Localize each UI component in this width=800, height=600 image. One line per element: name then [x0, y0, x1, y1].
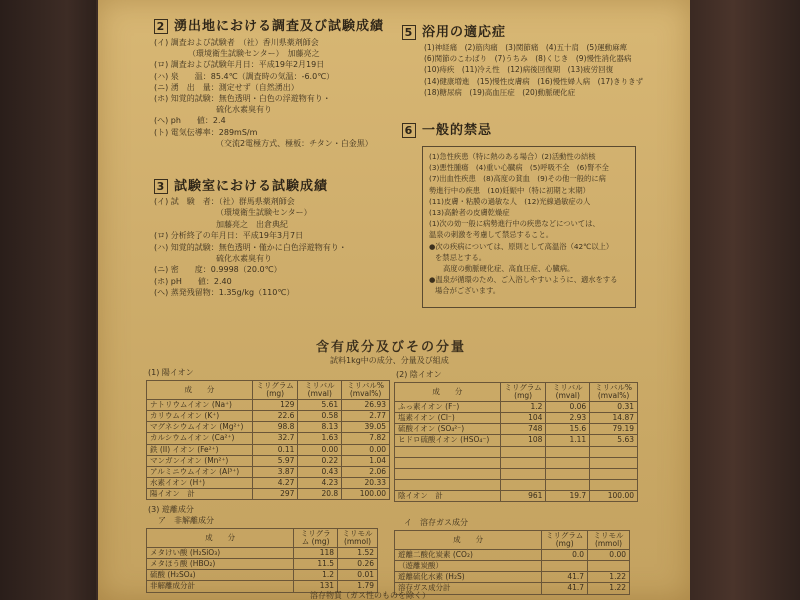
value-cell: 0.0	[542, 550, 588, 561]
undissociated-label: (3) 遊離成分	[148, 505, 194, 514]
anion-row	[395, 490, 638, 501]
section-2-line: (ヘ) ph 値：2.4	[154, 116, 226, 126]
value-cell	[500, 446, 546, 457]
component-name-cell: メタほう酸 (HBO₂)	[147, 559, 294, 570]
value-cell: 79.19	[590, 424, 638, 435]
value-cell: 39.05	[342, 422, 390, 433]
cation-row	[147, 411, 390, 422]
anion-row	[395, 424, 638, 435]
component-name-cell: マンガンイオン (Mn²⁺)	[147, 455, 253, 466]
cation-row	[147, 489, 390, 500]
value-cell: 0.00	[298, 444, 342, 455]
table-header-cell: ミリバル (mval)	[546, 383, 590, 402]
table-header-row	[395, 531, 630, 550]
table-header-cell: ミリバル% (mval%)	[342, 381, 390, 400]
contraindications-box	[422, 146, 636, 308]
value-cell: 2.06	[342, 466, 390, 477]
section-5-number: 5	[402, 25, 416, 40]
cation-row	[147, 433, 390, 444]
section-5-title: 浴用の適応症	[422, 25, 507, 40]
component-name-cell	[395, 446, 501, 457]
value-cell: 26.93	[342, 400, 390, 411]
anion-label: (2) 陰イオン	[396, 370, 442, 379]
anion-row	[395, 446, 638, 457]
value-cell: 15.6	[546, 424, 590, 435]
section-3-line: (イ) 試 験 者：（社）群馬県薬剤師会	[154, 197, 295, 206]
gas-row	[395, 561, 630, 572]
value-cell: 1.52	[338, 548, 378, 559]
table-header-row	[147, 381, 390, 400]
value-cell: 5.97	[252, 455, 298, 466]
table-header-row	[147, 529, 378, 548]
indication-line: (18)糖尿病 (19)高血圧症 (20)動脈硬化症	[424, 87, 576, 97]
value-cell: 3.87	[252, 466, 298, 477]
cation-table	[146, 380, 390, 500]
table-header-cell: ミリグラム (mg)	[294, 529, 338, 548]
section-2-title: 湧出地における調査及び試験成績	[174, 19, 385, 34]
section-3-line: (ホ) pH 値：2.40	[154, 276, 232, 286]
component-name-cell: 非解離成分計	[147, 581, 294, 592]
cation-row	[147, 400, 390, 411]
table-header-row	[395, 383, 638, 402]
anion-table	[394, 382, 638, 502]
value-cell: 0.22	[298, 455, 342, 466]
contraindication-line: 場合がございます。	[435, 286, 501, 296]
contraindication-line: ●温泉が循環のため、ご入浴しやすいように、適水をする	[429, 275, 618, 285]
section-2-line: （環境衛生試験センター） 加藤亮之	[188, 49, 320, 59]
component-name-cell: 陰イオン 計	[395, 490, 501, 501]
value-cell: 297	[252, 489, 298, 500]
contraindication-line: 高度の動脈硬化症、高血圧症、心臓病。	[443, 264, 575, 274]
value-cell	[588, 561, 630, 572]
value-cell: 5.63	[590, 435, 638, 446]
value-cell: 1.11	[546, 435, 590, 446]
value-cell: 0.31	[590, 402, 638, 413]
section-2-line: （交流2電極方式、極板：チタン・白金黒）	[216, 138, 373, 148]
section-3-line: (ハ) 知覚的試験：無色透明・僅かに白色浮遊物有り・	[154, 242, 347, 252]
anion-row	[395, 479, 638, 490]
cation-label: (1) 陽イオン	[148, 368, 194, 377]
value-cell: 2.77	[342, 411, 390, 422]
anion-row	[395, 402, 638, 413]
value-cell	[500, 457, 546, 468]
value-cell: 19.7	[546, 490, 590, 501]
section-6-number: 6	[402, 123, 416, 138]
anion-row	[395, 468, 638, 479]
value-cell: 0.01	[338, 570, 378, 581]
cation-row	[147, 466, 390, 477]
non-dissociated-row	[147, 548, 378, 559]
wall-right	[688, 0, 800, 600]
value-cell	[546, 468, 590, 479]
section-3-heading	[154, 178, 328, 196]
section-3-line: (ヘ) 蒸発残留物：1.35g/kg（110℃）	[154, 288, 295, 298]
component-name-cell: カルシウムイオン (Ca²⁺)	[147, 433, 253, 444]
component-name-cell: 溶存ガス成分計	[395, 583, 542, 594]
component-name-cell: 遊離二酸化炭素 (CO₂)	[395, 550, 542, 561]
value-cell	[546, 479, 590, 490]
value-cell: 129	[252, 400, 298, 411]
component-name-cell: 塩素イオン (Cl⁻)	[395, 413, 501, 424]
section-2-heading	[154, 18, 384, 36]
value-cell: 1.22	[588, 583, 630, 594]
value-cell	[500, 479, 546, 490]
section-2-line: (ホ) 知覚的試験：無色透明・白色の浮遊物有り・	[154, 94, 331, 103]
table-header-cell: ミリモル (mmol)	[588, 531, 630, 550]
section-2-line: (ト) 電気伝導率：289mS/m	[154, 127, 258, 137]
gas-row	[395, 550, 630, 561]
section-6-title: 一般的禁忌	[422, 123, 493, 138]
value-cell: 8.13	[298, 422, 342, 433]
contraindication-line: (13)高齢者の皮膚乾燥症	[429, 208, 510, 218]
value-cell: 0.06	[546, 402, 590, 413]
component-name-cell: 鉄 (II) イオン (Fe²⁺)	[147, 444, 253, 455]
contraindication-line: 温泉の刺激を考慮して禁忌すること。	[429, 230, 554, 240]
value-cell	[546, 457, 590, 468]
value-cell: 11.5	[294, 559, 338, 570]
section-3-line: 硫化水素臭有り	[216, 254, 272, 263]
gas-row	[395, 572, 630, 583]
value-cell	[590, 446, 638, 457]
value-cell: 20.33	[342, 477, 390, 488]
table-header-cell: ミリグラム (mg)	[252, 381, 298, 400]
cation-row	[147, 455, 390, 466]
value-cell	[546, 446, 590, 457]
value-cell: 131	[294, 581, 338, 592]
indication-line: (6)関節のこわばり (7)うちみ (8)くじき (9)慢性消化器病	[424, 54, 632, 64]
value-cell: 0.00	[342, 444, 390, 455]
component-name-cell: 陽イオン 計	[147, 489, 253, 500]
section-2-line: (ロ) 調査および試験年月日：平成19年2月19日	[154, 60, 325, 70]
value-cell: 4.23	[298, 477, 342, 488]
table-header-cell: ミリグラム (mg)	[500, 383, 546, 402]
analysis-subtitle: 試料1kg中の成分、分量及び組成	[330, 356, 449, 365]
value-cell: 0.11	[252, 444, 298, 455]
analysis-title: 含有成分及びその分量	[316, 340, 467, 355]
value-cell: 41.7	[542, 572, 588, 583]
value-cell: 1.63	[298, 433, 342, 444]
section-6-heading	[402, 122, 492, 140]
section-2-line: (ニ) 湧 出 量：測定せず（自然湧出）	[154, 82, 299, 92]
value-cell: 98.8	[252, 422, 298, 433]
value-cell: 748	[500, 424, 546, 435]
indication-line: (10)痔疾 (11)冷え性 (12)病後回復期 (13)疲労回復	[424, 65, 614, 75]
value-cell: 1.04	[342, 455, 390, 466]
value-cell: 7.82	[342, 433, 390, 444]
value-cell: 108	[500, 435, 546, 446]
section-3-line: （環境衛生試験センター）	[216, 208, 312, 218]
section-3-title: 試験室における試験成績	[174, 179, 329, 194]
table-header-cell: ミリモル (mmol)	[338, 529, 378, 548]
hot-spring-analysis-plaque	[98, 0, 690, 600]
non-dissociated-label: ア 非解離成分	[158, 516, 214, 525]
table-header-cell: ミリグラム (mg)	[542, 531, 588, 550]
dissolved-gas-table	[394, 530, 630, 595]
non-dissociated-row	[147, 570, 378, 581]
value-cell: 1.22	[588, 572, 630, 583]
value-cell: 1.2	[294, 570, 338, 581]
anion-row	[395, 413, 638, 424]
component-name-cell: （遊離炭酸）	[395, 561, 542, 572]
contraindication-line: 勢進行中の疾患 (10)妊娠中（特に初期と末期）	[429, 185, 590, 195]
value-cell: 0.26	[338, 559, 378, 570]
section-2-line: 硫化水素臭有り	[216, 105, 272, 115]
value-cell: 0.00	[588, 550, 630, 561]
component-name-cell: メタけい酸 (H₂SiO₃)	[147, 548, 294, 559]
value-cell: 961	[500, 490, 546, 501]
section-3-line: 加藤亮之 出倉典紀	[216, 219, 288, 229]
contraindication-line: ●次の疾病については、原則として高温浴（42℃以上）	[429, 241, 614, 251]
value-cell	[542, 561, 588, 572]
component-name-cell: 硫酸 (H₂SO₄)	[147, 570, 294, 581]
value-cell	[500, 468, 546, 479]
component-name-cell: マグネシウムイオン (Mg²⁺)	[147, 422, 253, 433]
value-cell: 41.7	[542, 583, 588, 594]
section-5-heading	[402, 24, 506, 42]
value-cell: 100.00	[342, 489, 390, 500]
contraindication-line: (11)皮膚・粘膜の過敏な人 (12)光線過敏症の人	[429, 196, 591, 206]
component-name-cell: カリウムイオン (K⁺)	[147, 411, 253, 422]
value-cell: 0.58	[298, 411, 342, 422]
component-name-cell: ふっ素イオン (F⁻)	[395, 402, 501, 413]
contraindication-line: (7)出血性疾患 (8)高度の貧血 (9)その他一般的に病	[429, 174, 606, 184]
value-cell	[590, 479, 638, 490]
component-name-cell	[395, 479, 501, 490]
value-cell: 22.6	[252, 411, 298, 422]
table-header-cell: 成 分	[395, 531, 542, 550]
anion-row	[395, 457, 638, 468]
contraindication-line: (1)急性疾患（特に熱のある場合）(2)活動性の結核	[429, 152, 596, 161]
indication-line: (1)神経痛 (2)筋肉痛 (3)関節痛 (4)五十肩 (5)運動麻痺	[424, 43, 628, 52]
section-2-line: (ハ) 泉 温：85.4℃（調査時の気温：-6.0℃）	[154, 71, 335, 81]
table-header-cell: 成 分	[395, 383, 501, 402]
value-cell: 2.93	[546, 413, 590, 424]
anion-row	[395, 435, 638, 446]
contraindication-line: (1)次の効一般に病勢進行中の疾患などについては、	[429, 219, 600, 229]
component-name-cell: 硫酸イオン (SO₄²⁻)	[395, 424, 501, 435]
non-dissociated-row	[147, 559, 378, 570]
wall-left	[0, 0, 96, 600]
component-name-cell: 遊離硫化水素 (H₂S)	[395, 572, 542, 583]
cation-row	[147, 422, 390, 433]
contraindication-line: を禁忌とする。	[435, 252, 487, 262]
component-name-cell: ヒドロ硫酸イオン (HSO₄⁻)	[395, 435, 501, 446]
value-cell: 32.7	[252, 433, 298, 444]
cation-row	[147, 444, 390, 455]
value-cell: 0.43	[298, 466, 342, 477]
dissolved-gas-label: イ 溶存ガス成分	[404, 518, 468, 527]
table-header-cell: ミリバル% (mval%)	[590, 383, 638, 402]
cation-row	[147, 477, 390, 488]
value-cell: 20.8	[298, 489, 342, 500]
footer-note: 溶存物質（ガス性のものを除く）	[310, 591, 430, 600]
table-header-cell: ミリバル (mval)	[298, 381, 342, 400]
table-header-cell: 成 分	[147, 381, 253, 400]
value-cell: 1.79	[338, 581, 378, 592]
section-3-number: 3	[154, 179, 168, 194]
component-name-cell: 水素イオン (H⁺)	[147, 477, 253, 488]
value-cell: 100.00	[590, 490, 638, 501]
value-cell: 5.61	[298, 400, 342, 411]
component-name-cell	[395, 457, 501, 468]
indication-line: (14)健康増進 (15)慢性皮膚病 (16)慢性婦人病 (17)きりきず	[424, 76, 644, 86]
table-header-cell: 成 分	[147, 529, 294, 548]
value-cell: 14.87	[590, 413, 638, 424]
section-3-line: (ニ) 密 度：0.9998（20.0℃）	[154, 265, 282, 275]
value-cell: 4.27	[252, 477, 298, 488]
value-cell	[590, 457, 638, 468]
value-cell: 104	[500, 413, 546, 424]
non-dissociated-table	[146, 528, 378, 593]
section-2-line: (イ) 調査および試験者 （社）香川県薬剤師会	[154, 38, 319, 47]
section-2-number: 2	[154, 19, 168, 34]
component-name-cell: ナトリウムイオン (Na⁺)	[147, 400, 253, 411]
value-cell: 118	[294, 548, 338, 559]
contraindication-line: (3)悪性腫瘍 (4)重い心臓病 (5)呼吸不全 (6)腎不全	[429, 163, 609, 173]
component-name-cell	[395, 468, 501, 479]
value-cell: 1.2	[500, 402, 546, 413]
value-cell	[590, 468, 638, 479]
section-3-line: (ロ) 分析終了の年月日：平成19年3月7日	[154, 231, 304, 241]
component-name-cell: アルミニウムイオン (Al³⁺)	[147, 466, 253, 477]
